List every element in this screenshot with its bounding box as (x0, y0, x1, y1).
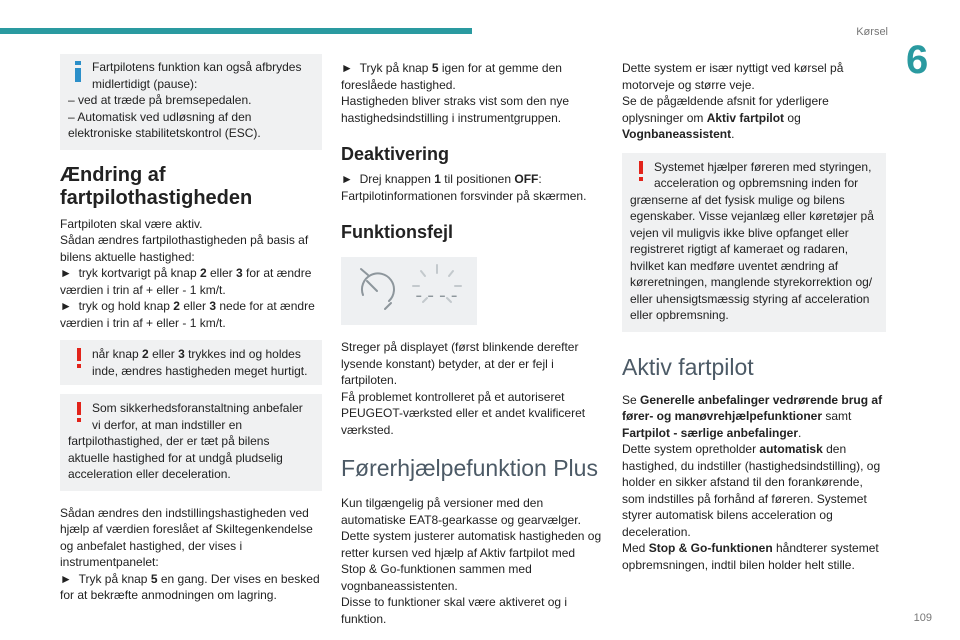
section-heading: Ændring af fartpilothastigheden (60, 163, 253, 209)
paragraph: Kun tilgængelig på versioner med den automatiske EAT8-gearkasse og gearvælger. (341, 496, 581, 527)
section-heading: Førerhjælpefunktion Plus (341, 455, 598, 481)
step-item: ► Drej knappen 1 til positionen OFF: (341, 172, 542, 186)
step-item: ► Tryk på knap 5 en gang. Der vises en besked for at bekræfte anmodningen om lagring. (60, 571, 320, 602)
arrow-icon: ► (60, 266, 72, 280)
paragraph: Se de pågældende afsnit for yderligere oplysninger om Aktiv fartpilot og Vognbaneassistent. (622, 94, 829, 141)
paragraph: Få problemet kontrolleret på et autoriseret PEUGEOT-værksted eller et andet kvalificeret værksted. (341, 389, 586, 437)
warning-icon (68, 346, 88, 370)
warning-icon (630, 159, 650, 183)
info-line: Fartpilotens funktion kan også afbrydes midlertidigt (pause): (92, 60, 302, 91)
info-icon (68, 59, 88, 83)
info-line: – ved at træde på bremsepedalen. (68, 93, 252, 107)
chapter-number: 6 (906, 38, 929, 82)
column-1 (60, 54, 322, 604)
paragraph: Fartpiloten skal være aktiv. (60, 216, 203, 231)
paragraph: Fartpilotinformationen forsvinder på skærmen. (341, 188, 587, 203)
section-heading: Funktionsfejl (341, 222, 453, 242)
info-box (60, 54, 322, 150)
step-item: ► tryk kortvarigt på knap 2 eller 3 for at ændre værdien i trin af + eller - 1 km/t. (60, 266, 312, 297)
cruise-control-fault-icon (341, 257, 477, 325)
section-heading: Aktiv fartpilot (622, 353, 754, 380)
top-accent-bar (0, 28, 472, 34)
section-heading: Deaktivering (341, 144, 450, 164)
warning-box (60, 340, 322, 385)
column-3 (622, 60, 886, 573)
paragraph: Disse to funktioner skal være aktiveret og i funktion. (341, 595, 568, 626)
info-line: – Automatisk ved udløsning af den elektroniske stabilitetskontrol (ESC). (68, 109, 261, 140)
warning-icon (68, 400, 88, 424)
step-item: ► tryk og hold knap 2 eller 3 nede for at ændre værdien i trin af + eller - 1 km/t. (60, 299, 315, 330)
paragraph: Sådan ændres fartpilothastigheden på basis af bilens aktuelle hastighed: (60, 233, 309, 264)
paragraph: Med Stop & Go-funktionen håndterer systemet opbremsningen, indtil bilen holder helt stille. (622, 541, 879, 572)
column-2 (341, 60, 603, 627)
paragraph: Streger på displayet (først blinkende derefter lysende konstant) betyder, at der er fejl i fartpiloten. (341, 340, 579, 387)
paragraph: Dette system justerer automatisk hastigheden og retter kursen ved hjælp af Aktiv fartpilot med Stop & Go-funktionen sammen med vognbaneassistenten. (341, 529, 602, 593)
warning-text: når knap 2 eller 3 trykkes ind og holdes inde, ændres hastigheden meget hurtigt. (92, 347, 308, 378)
arrow-icon: ► (60, 299, 72, 313)
step-item: ► Tryk på knap 5 igen for at gemme den foreslåede hastighed. (341, 61, 562, 92)
paragraph: Dette system er især nyttigt ved kørsel på motorveje og større veje. (622, 61, 844, 92)
page-number: 109 (913, 612, 932, 624)
warning-text: Systemet hjælper føreren med styringen, acceleration og opbremsning inden for grænserne af det fysisk mulige og bilens egenskaber. Visse vejanlæg eller køretøjer på vejen vil muligvis ikke blive opfanget eller registreret rigtigt af kameraet og radaren, hvilket kan medføre uventet ændring af køreretningen, manglende styrekorrektion og/ eller uhensigtsmæssig styring af acceleration eller opbremsning. (630, 159, 874, 322)
paragraph: Hastigheden bliver straks vist som den nye hastighedsindstilling i instrumentgruppen. (341, 94, 570, 125)
cruise-fault-figure (341, 257, 477, 325)
fault-dashes: ---- (413, 287, 461, 307)
arrow-icon: ► (60, 571, 72, 586)
paragraph: Se Generelle anbefalinger vedrørende brug af fører- og manøvrehjælpefunktioner samt Fartpilot - særlige anbefalinger. (622, 392, 883, 440)
warning-box (60, 394, 322, 491)
arrow-icon: ► (341, 61, 353, 75)
warning-box (622, 153, 886, 332)
section-title: Kørsel (856, 26, 888, 38)
paragraph: Sådan ændres den indstillingshastigheden ved hjælp af værdien foreslået af Skiltegenkendelse og anbefalet hastighed, der vises i instrumentpanelet: (60, 505, 313, 569)
arrow-icon: ► (341, 172, 353, 186)
paragraph: Dette system opretholder automatisk den hastighed, du indstiller (hastighedsindstilling), og holder en sikker afstand til den forankørende, som indstilles på forhånd af føreren. Systemet styrer automatisk bilens acceleration og deceleration. (622, 442, 881, 539)
warning-text: Som sikkerhedsforanstaltning anbefaler vi derfor, at man indstiller en fartpilothastighed, der er tæt på bilens aktuelle hastighed for at undgå pludselig acceleration eller deceleration. (68, 401, 303, 481)
